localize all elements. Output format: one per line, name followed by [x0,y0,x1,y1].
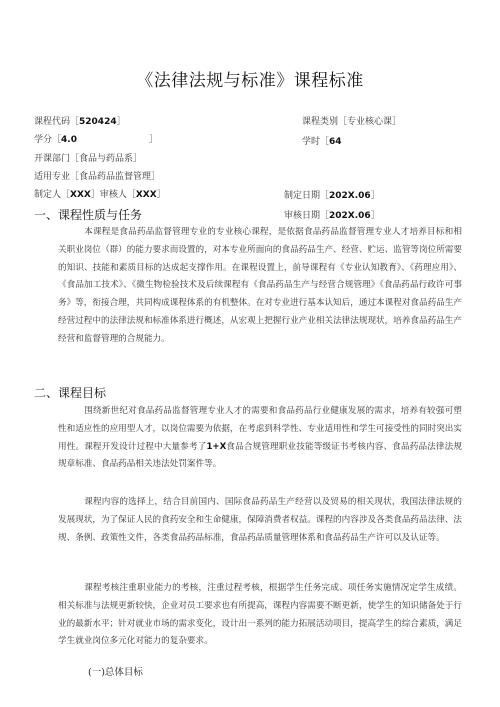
date-made-label: 制定日期［ [284,191,330,201]
date-audit [284,210,380,222]
course-code-end: ］ [116,117,126,127]
credit-value: 4.0 [61,135,77,145]
section-heading-goals: 二、课程目标 [34,386,107,400]
goals-paragraph-2 [58,494,462,547]
section-heading-nature: 一、课程性质与任务 [34,208,143,222]
goals-paragraph-1 [58,403,462,474]
goals-p1-text-c: 食品合规管理职业技能等级证书考核内容、食品药品法律法规规章标准、食品药品相关违法处罚案件等。 [58,441,462,470]
goals-p1-highlight: 1+X [206,441,227,452]
goals-p1-text-a: 围绕新世纪对食品药品监督管理专业人才的需要和食品药品行业健康发展的需求，培养有较强可塑性和适应性的应用型人才，以岗位需要为依据，在考虑到科学性、专业适用性和学生可接受性的同时突出实用性。课程开发设计过程中大量参考了 [58,406,462,452]
section-nature-paragraph [58,224,462,349]
date-made [284,190,380,202]
subsection-overall-goals: (一)总体目标 [88,667,143,678]
applicable-major: 适用专业［食品药品监督管理］ [34,172,161,182]
goals-p2-text: 课程内容的选择上，结合目前国内、国际食品药品生产经营以及贸易的相关现状，我国法律法规的发展现状，为了保证人民的食药安全和生命健康，保障消费者权益。课程的内容涉及各类食品药品法律、法规、条例、政策性文件，各类食品药品标准，食品药品质量管理体系和食品药品生产许可以及认证等。 [58,497,462,543]
auditor-value: XXX [135,190,157,200]
goals-p3-text: 课程考核注重职业能力的考核，注重过程考核，根据学生任务完成、项任务实施情况定学生成绩。相关标准与法规更新较快，企业对员工要求也有所提高，课程内容需要不断更新，使学生的知识储备处于行业的最新水平；针对就业市场的需求变化，设计出一系列的能力拓展活动项目，提高学生的综合素质，满足学生就业岗位多元化对能力的复杂要求。 [58,583,462,647]
course-code-label: 课程代码［ [34,117,80,127]
course-code [34,116,126,128]
hours-label: 学时［ [302,137,330,147]
date-audit-end: ］ [370,211,380,221]
hours-value: 64 [329,137,342,147]
maker-value: XXX [70,190,91,200]
course-code-value: 520424 [79,117,117,127]
credit-end: ］ [148,135,158,145]
date-audit-label: 审核日期［ [284,211,330,221]
nature-text: 本课程是食品药品监督管理专业的专业核心课程，是依据食品药品监督管理专业人才培养目标和相关职业岗位（群）的能力要求而设置的，对本专业所面向的食品药品生产、经营、贮运、监管等岗位所需要的知识、技能和素质目标的达成起支撑作用。在课程设置上，前导课程有《专业认知教育》、《药理应用》、《食品加工技术》、《微生物检验技术及后续课程有《食品药品生产与经营合规管理》《食品药品行政许可事务》等，衔接合理，共同构成课程体系的有机整体。在对专业进行基本认知后，通过本课程对食品药品生产经营过程中的法律法规和标准体系进行概述，从宏观上把握行业产业相关法律法规现状，培养食品药品生产经营和监督管理的合规能力。 [58,227,462,344]
auditor-label: ］审核人［ [90,190,136,200]
course-credit [34,134,158,146]
maker-end: ］ [156,190,166,200]
maker-auditor [34,189,166,201]
date-made-end: ］ [370,191,380,201]
date-made-value: 202X.06 [329,191,371,201]
maker-label: 制定人［ [34,190,71,200]
date-audit-value: 202X.06 [329,211,371,221]
credit-label: 学分［ [34,135,62,145]
page-title: 《法律法规与标准》课程标准 [136,71,364,91]
department: 开课部门［食品与药品系］ [34,154,143,164]
goals-paragraph-3 [58,580,462,651]
course-category: 课程类别［专业核心课］ [302,117,402,127]
course-hours [302,136,342,148]
